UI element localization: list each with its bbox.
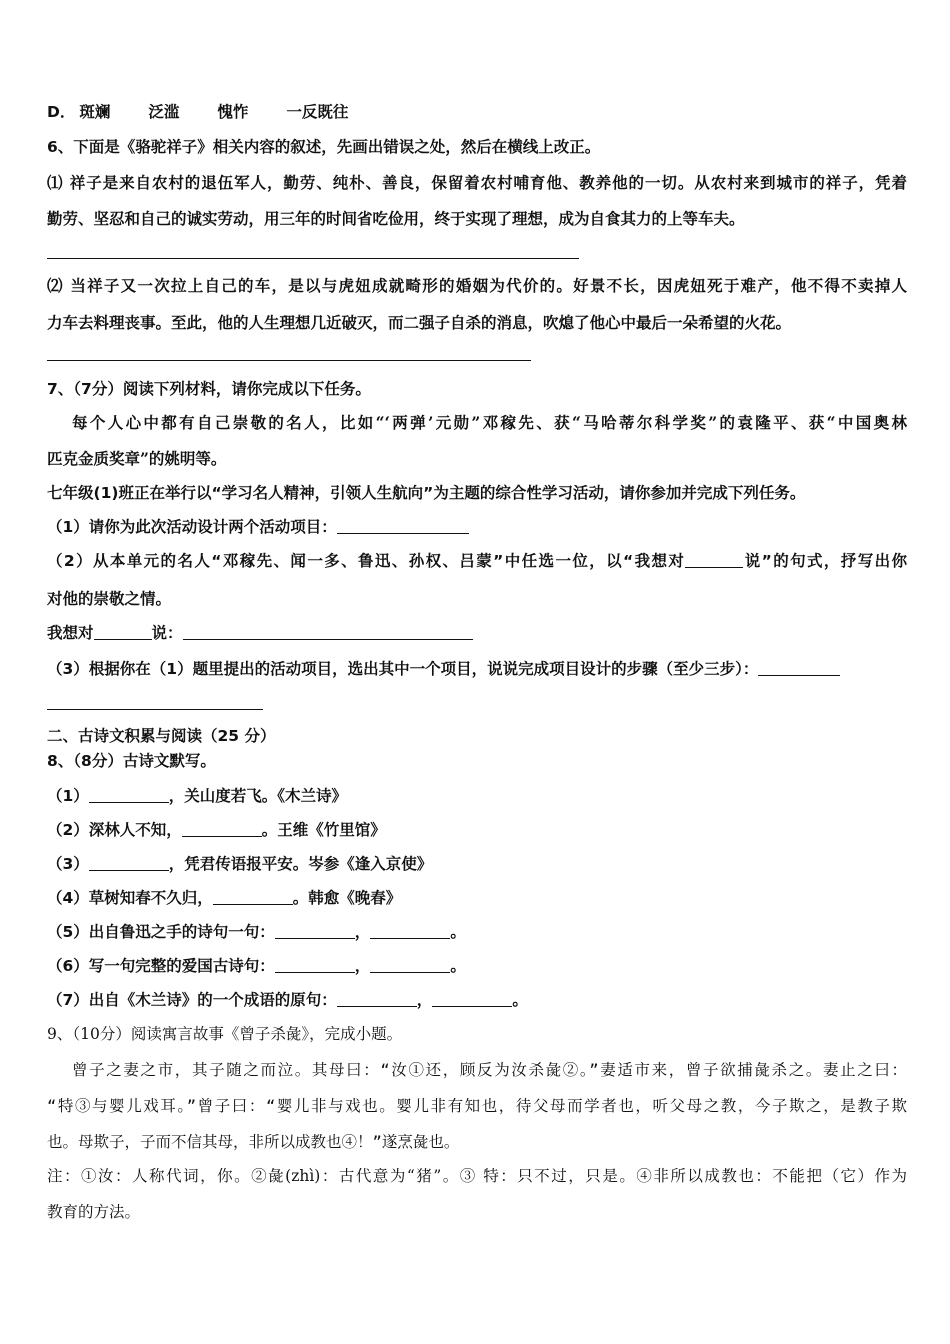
section2-heading: 二、古诗文积累与阅读（25 分） — [47, 727, 276, 745]
q9-note-line1: 注：①汝：人称代词，你。②彘(zhì)：古代意为“猪”。③ 特：只不过，只是。④非所以成教也：不能把（它）作为 — [47, 1167, 907, 1185]
q8-item-6-sep: ， — [354, 957, 371, 975]
q7-answer-text-a: 我想对 — [47, 624, 94, 642]
q7-answer-content-blank[interactable] — [183, 624, 473, 640]
option-label: D． — [47, 103, 76, 121]
q6-item2-line1: ⑵ 当祥子又一次拉上自己的车，是以与虎妞成就畸形的婚姻为代价的。好景不长，因虎妞死于难产，他不得不卖掉人 — [47, 277, 907, 295]
q7-stem: 7、（7分）阅读下列材料，请你完成以下任务。 — [47, 380, 371, 398]
q8-item-7-sep: ， — [416, 991, 433, 1009]
q8-item-4-pre: （4）草树知春不久归， — [47, 889, 213, 907]
q7-intro: 七年级(1)班正在举行以“学习名人精神，引领人生航向”为主题的综合性学习活动，请你参加并完成下列任务。 — [47, 484, 806, 502]
q8-item-1-pre: （1） — [47, 787, 89, 805]
q8-item-6 — [47, 955, 907, 977]
q7-task1 — [47, 516, 907, 538]
q6-item1-line2: 勤劳、坚忍和自己的诚实劳动，用三年的时间省吃俭用，终于实现了理想，成为自食其力的上等车夫。 — [47, 210, 745, 228]
q7-material-line2: 匹克金质奖章”的姚明等。 — [47, 449, 227, 468]
option-word-3: 愧怍 — [217, 103, 249, 121]
q7-task3-blank[interactable] — [758, 660, 840, 676]
q8-item-6-blank-1[interactable] — [275, 957, 355, 973]
q8-item-5-sep: ， — [354, 923, 371, 941]
q7-task3-answer-line[interactable] — [47, 709, 263, 710]
q8-item-6-blank-2[interactable] — [370, 957, 450, 973]
q8-item-7-blank-2[interactable] — [432, 991, 512, 1007]
q8-item-2-pre: （2）深林人不知， — [47, 821, 182, 839]
q6-item2-line2: 力车去料理丧事。至此，他的人生理想几近破灭，而二强子自杀的消息，吹熄了他心中最后一朵希望的火花。 — [47, 314, 792, 332]
q8-item-3 — [47, 853, 907, 875]
q8-item-4 — [47, 887, 907, 909]
q8-item-5-blank-1[interactable] — [275, 923, 355, 939]
q9-text-line2: “特③与婴儿戏耳。”曾子曰：“婴儿非与戏也。婴儿非有知也，待父母而学者也，听父母之教，今子欺之，是教子欺 — [47, 1097, 907, 1115]
q8-item-7-blank-1[interactable] — [337, 991, 417, 1007]
q8-item-1 — [47, 785, 907, 807]
q6-item1-line1: ⑴ 祥子是来自农村的退伍军人，勤劳、纯朴、善良，保留着农村哺育他、教养他的一切。从农村来到城市的祥子，凭着 — [47, 174, 907, 192]
q7-material-line1: 每个人心中都有自己崇敬的名人，比如“‘两弹’元勋”邓稼先、获“马哈蒂尔科学奖”的袁隆平、获“中国奥林 — [72, 413, 907, 432]
q7-task3-text: （3）根据你在（1）题里提出的活动项目，选出其中一个项目，说说完成项目设计的步骤（至少三步）： — [47, 660, 759, 678]
option-word-1: 斑斓 — [79, 103, 111, 121]
q8-item-1-blank[interactable] — [89, 787, 169, 803]
q7-task1-blank[interactable] — [337, 518, 469, 534]
q8-item-7-pre: （7）出自《木兰诗》的一个成语的原句： — [47, 991, 337, 1009]
option-word-2: 泛滥 — [148, 103, 180, 121]
q8-item-2 — [47, 819, 907, 841]
q8-item-7 — [47, 989, 907, 1011]
q7-task2-line1 — [47, 550, 907, 572]
q8-item-6-pre: （6）写一句完整的爱国古诗句： — [47, 957, 275, 975]
q7-task3 — [47, 658, 907, 680]
q5-option-d — [47, 101, 907, 123]
q8-item-5-end: 。 — [450, 923, 466, 941]
q8-item-5-pre: （5）出自鲁迅之手的诗句一句： — [47, 923, 275, 941]
q9-note-line2: 教育的方法。 — [47, 1203, 141, 1221]
q9-text-line1-content: 曾子之妻之市，其子随之而泣。其母曰：“汝①还，顾反为汝杀彘②。”妻适市来，曾子欲捕彘杀之。妻止之曰： — [72, 1061, 907, 1079]
q9-stem: 9、（10分）阅读寓言故事《曾子杀彘》，完成小题。 — [47, 1025, 403, 1043]
q7-answer-name-blank[interactable] — [94, 624, 152, 640]
q8-item-6-end: 。 — [450, 957, 466, 975]
q8-item-3-pre: （3） — [47, 855, 89, 873]
q7-task2-blank[interactable] — [685, 552, 743, 568]
q7-answer-line — [47, 622, 907, 644]
q8-item-2-blank[interactable] — [182, 821, 262, 837]
q8-item-2-post: 。王维《竹里馆》 — [261, 821, 386, 839]
q8-item-1-post: ，关山度若飞。《木兰诗》 — [168, 787, 348, 805]
q7-answer-text-b: 说： — [151, 624, 183, 642]
q9-text-line3: 也。母欺子，子而不信其母，非所以成教也④！”遂烹彘也。 — [47, 1133, 460, 1151]
q8-item-5-blank-2[interactable] — [370, 923, 450, 939]
q8-item-4-blank[interactable] — [213, 889, 293, 905]
q6-answer-line-2[interactable] — [47, 360, 531, 361]
q7-task2-line2: 对他的崇敬之情。 — [47, 590, 172, 608]
q8-item-3-blank[interactable] — [89, 855, 169, 871]
q8-item-5 — [47, 921, 907, 943]
q8-item-3-post: ，凭君传语报平安。岑参《逢入京使》 — [168, 855, 433, 873]
q9-text-line1 — [72, 1059, 907, 1081]
q7-task1-text: （1）请你为此次活动设计两个活动项目： — [47, 518, 337, 536]
q7-task2-text-a: （2）从本单元的名人“邓稼先、闻一多、鲁迅、孙权、吕蒙”中任选一位，以“我想对 — [47, 552, 686, 570]
q8-stem: 8、（8分）古诗文默写。 — [47, 752, 216, 770]
q6-answer-line-1[interactable] — [47, 258, 579, 259]
q7-task2-text-b: 说”的句式，抒写出你 — [743, 552, 907, 570]
q8-item-4-post: 。韩愈《晚春》 — [292, 889, 402, 907]
q6-stem: 6、下面是《骆驼祥子》相关内容的叙述，先画出错误之处，然后在横线上改正。 — [47, 138, 601, 156]
q8-item-7-end: 。 — [512, 991, 528, 1009]
option-word-4: 一反既往 — [286, 103, 349, 121]
